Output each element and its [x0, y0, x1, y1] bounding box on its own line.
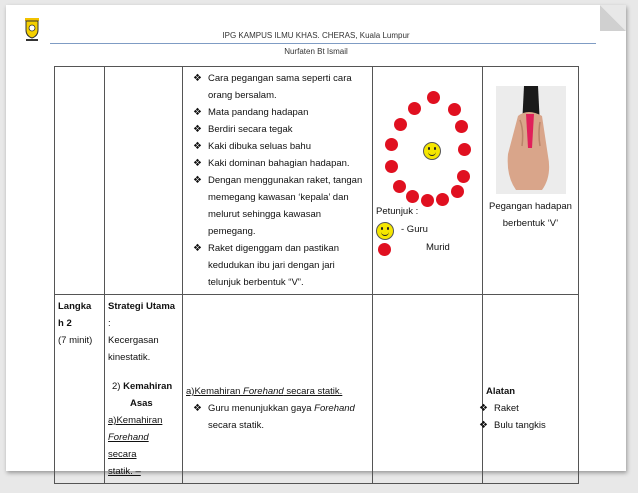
skill-title-a: Kemahiran [123, 381, 173, 392]
page-fold-icon [600, 5, 626, 31]
activity-bullet-list [186, 400, 369, 434]
header-institution: IPG KAMPUS ILMU KHAS. CHERAS, Kuala Lumpur [222, 31, 410, 40]
legend-student-label: Murid [426, 242, 450, 253]
list-item: ❖ Kaki dominan bahagian hadapan. [186, 155, 369, 172]
student-dot [455, 120, 468, 133]
student-dot [451, 185, 464, 198]
content-cell [105, 67, 183, 295]
table-row [55, 295, 579, 484]
teacher-smiley-icon [423, 142, 441, 160]
student-dot [448, 103, 461, 116]
skill-number: 2) [112, 381, 121, 392]
student-dot [385, 138, 398, 151]
student-dot [457, 170, 470, 183]
hand-holding-racket-image [496, 86, 566, 194]
strategy-value: Kecergasan kinestatik. [108, 335, 159, 363]
photo-caption: Pegangan hadapan berbentuk ‘V’ [489, 201, 572, 229]
strategy-label: Strategi Utama [108, 301, 176, 312]
student-dot [385, 160, 398, 173]
student-dot [406, 190, 419, 203]
student-dot [436, 193, 449, 206]
step-duration: (7 minit) [58, 335, 93, 346]
sub-skill-forehand: Forehand [108, 432, 149, 443]
formation-diagram [373, 67, 482, 279]
step-label-a: Langka [58, 301, 92, 312]
list-item: ❖ Berdiri secara tegak [186, 121, 369, 138]
activity-title-c: secara statik. [283, 386, 343, 397]
sub-skill-title-c: statik. – [108, 466, 141, 477]
step-cell [55, 295, 105, 484]
tools-cell [483, 295, 579, 484]
student-dot [427, 91, 440, 104]
student-dot [458, 143, 471, 156]
table-row [55, 67, 579, 295]
activity-title-forehand: Forehand [243, 386, 284, 397]
skill-title-b: Asas [130, 398, 153, 409]
student-dot [421, 194, 434, 207]
list-item: ❖ Dengan menggunakan raket, tangan memegang kawasan ‘kepala’ dan melurut sehingga kawasan pemegang. [186, 172, 369, 240]
content-cell [105, 295, 183, 484]
racket-grip-photo [496, 86, 566, 194]
strategy-colon: : [108, 318, 111, 329]
step-label-b: h 2 [58, 318, 72, 329]
activity-title-a: a)Kemahiran [186, 386, 244, 397]
tools-title: Alatan [486, 386, 516, 397]
list-item: ❖ Kaki dibuka seluas bahu [186, 138, 369, 155]
diagram-cell [373, 295, 483, 484]
student-dot [408, 102, 421, 115]
activity-bullet-list [186, 70, 369, 291]
legend-student-dot [378, 243, 391, 256]
legend-title: Petunjuk : [376, 206, 419, 217]
list-item: ❖ Raket digenggam dan pastikan kedudukan ibu jari dengan jari telunjuk berbentuk “V”. [186, 240, 369, 291]
activity-cell [183, 295, 373, 484]
list-item: ❖ Bulu tangkis [472, 417, 575, 434]
tools-list [472, 400, 575, 434]
lesson-plan-table [54, 66, 579, 484]
legend-teacher-label: - Guru [401, 224, 428, 235]
list-item: ❖ Raket [472, 400, 575, 417]
header-divider [50, 43, 596, 44]
legend-teacher-smiley-icon [376, 222, 394, 240]
step-cell [55, 67, 105, 295]
header-author: Nurfaten Bt Ismail [284, 47, 348, 56]
student-dot [394, 118, 407, 131]
photo-cell [483, 67, 579, 295]
sub-skill-title-a: a)Kemahiran [108, 415, 163, 426]
list-item: ❖ Guru menunjukkan gaya Forehand secara statik. [186, 400, 369, 434]
list-item: ❖ Cara pegangan sama seperti cara orang bersalam. [186, 70, 369, 104]
student-dot [393, 180, 406, 193]
diagram-cell [373, 67, 483, 295]
activity-cell [183, 67, 373, 295]
sub-skill-title-b: secara [108, 449, 137, 460]
document-page [6, 5, 626, 477]
list-item: ❖ Mata pandang hadapan [186, 104, 369, 121]
